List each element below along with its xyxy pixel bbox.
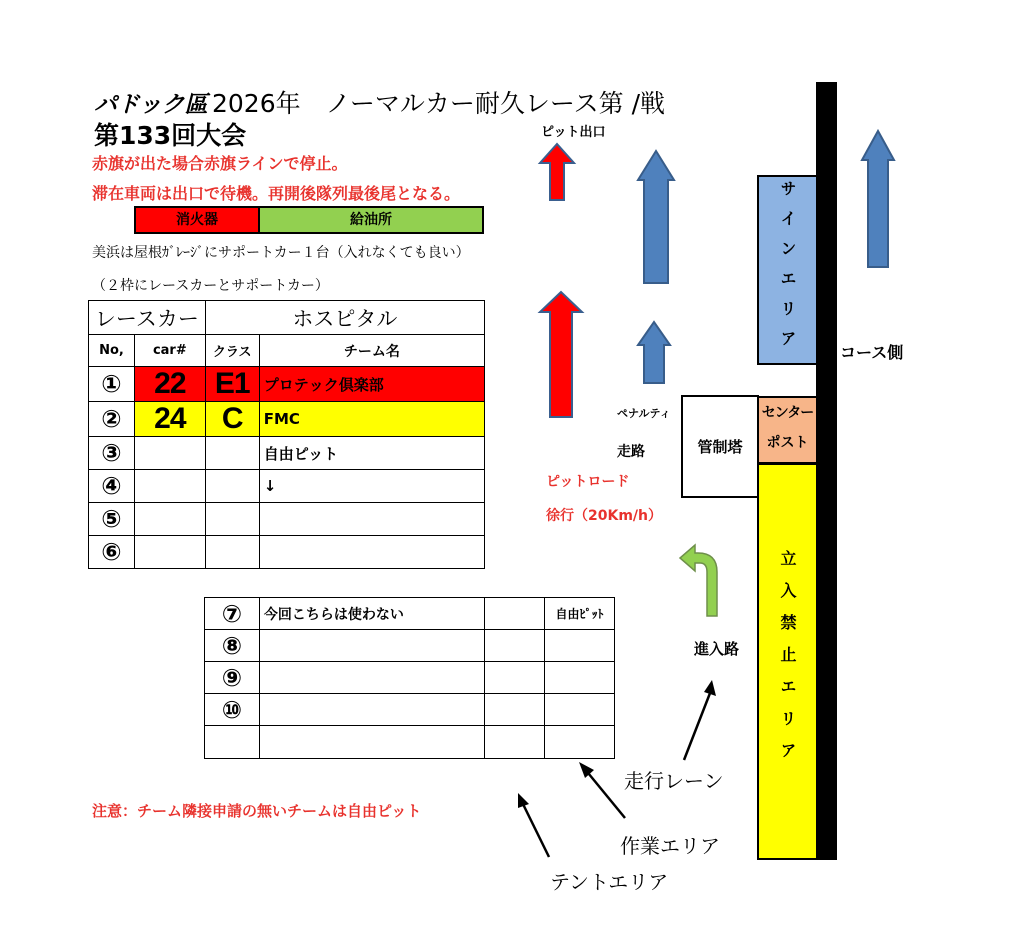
sign-area-label: サインエリア [778,180,797,360]
car-number: 22 [134,367,205,402]
row-number: ② [89,402,135,437]
penalty-road-label: 走路 [617,444,645,460]
entry-road-label: 進入路 [694,640,740,658]
driving-lane-label: 走行レーン [624,769,724,793]
control-tower-label: 管制塔 [697,438,743,456]
col-class: クラス [205,335,259,367]
row-number: ⑧ [205,630,260,662]
row-number: ③ [89,437,135,470]
pit-road-label: ピットロード [546,474,630,490]
green-curved-arrow-icon [680,545,717,616]
no-entry-label: 立入禁止エリア [778,549,797,774]
car-class: E1 [205,367,259,402]
row-number: ⑥ [89,536,135,569]
legend-extinguisher-label: 消火器 [176,212,218,228]
center-post-label-2: ポスト [766,435,809,451]
note-red-flag: 赤旗が出た場合赤旗ラインで停止。 [92,154,348,173]
title-logo: パドック區 [94,92,208,118]
team-name: 自由ピット [259,437,484,470]
header-hospital: ホスピタル [205,301,484,335]
course-wall [816,82,837,860]
center-post [757,396,818,464]
red-arrow-icon [540,144,574,200]
sign-area [757,175,818,365]
car-class: C [205,402,259,437]
team-name: 今回こちらは使わない [259,598,484,630]
no-entry-area [757,463,818,860]
team-name: プロテック倶楽部 [259,367,484,402]
black-arrow-icon [518,793,529,808]
blue-arrow-icon [638,151,674,283]
team-name: FMC [259,402,484,437]
pit-exit-label: ピット出口 [541,125,606,140]
center-post-label-1: センター [761,405,814,421]
row-number: ⑤ [89,503,135,536]
note-waiting: 滞在車両は出口で待機。再開後隊列最後尾となる。 [92,184,461,203]
speed-limit-label: 徐行（20Km/h） [546,508,662,524]
header-race-car: レースカー [89,301,206,335]
title-line1: 2026年 ノーマルカー耐久レース第 /戦 [212,89,665,118]
red-arrow-icon [540,292,582,417]
car-number: 24 [134,402,205,437]
row-number: ⑨ [205,662,260,694]
legend-fuel-label: 給油所 [350,212,392,228]
note-two-slots: （２枠にレースカーとサポートカー） [92,278,329,294]
col-no: No, [89,335,135,367]
col-team: チーム名 [259,335,484,367]
row-number: ⑦ [205,598,260,630]
course-side-label: コース側 [840,343,904,362]
row-number: ④ [89,470,135,503]
col-car: car# [134,335,205,367]
free-pit-label: 自由ﾋﾟｯﾄ [545,598,615,630]
control-tower [681,395,759,498]
work-area-label: 作業エリア [620,834,720,858]
tent-area-label: テントエリア [550,870,669,894]
penalty-label: ペナルティ [617,407,671,420]
row-number: ① [89,367,135,402]
blue-arrow-icon [862,131,894,267]
team-name: ↓ [259,470,484,503]
row-number: ⑩ [205,694,260,726]
blue-arrow-icon [638,322,670,383]
title-line2: 第133回大会 [94,121,247,150]
black-arrow-icon [704,680,716,696]
warning-note: 注意：チーム隣接申請の無いチームは自由ピット [92,802,422,820]
note-mihama: 美浜は屋根ｶﾞﾚｰｼﾞにサポートカー１台（入れなくても良い） [92,245,470,261]
